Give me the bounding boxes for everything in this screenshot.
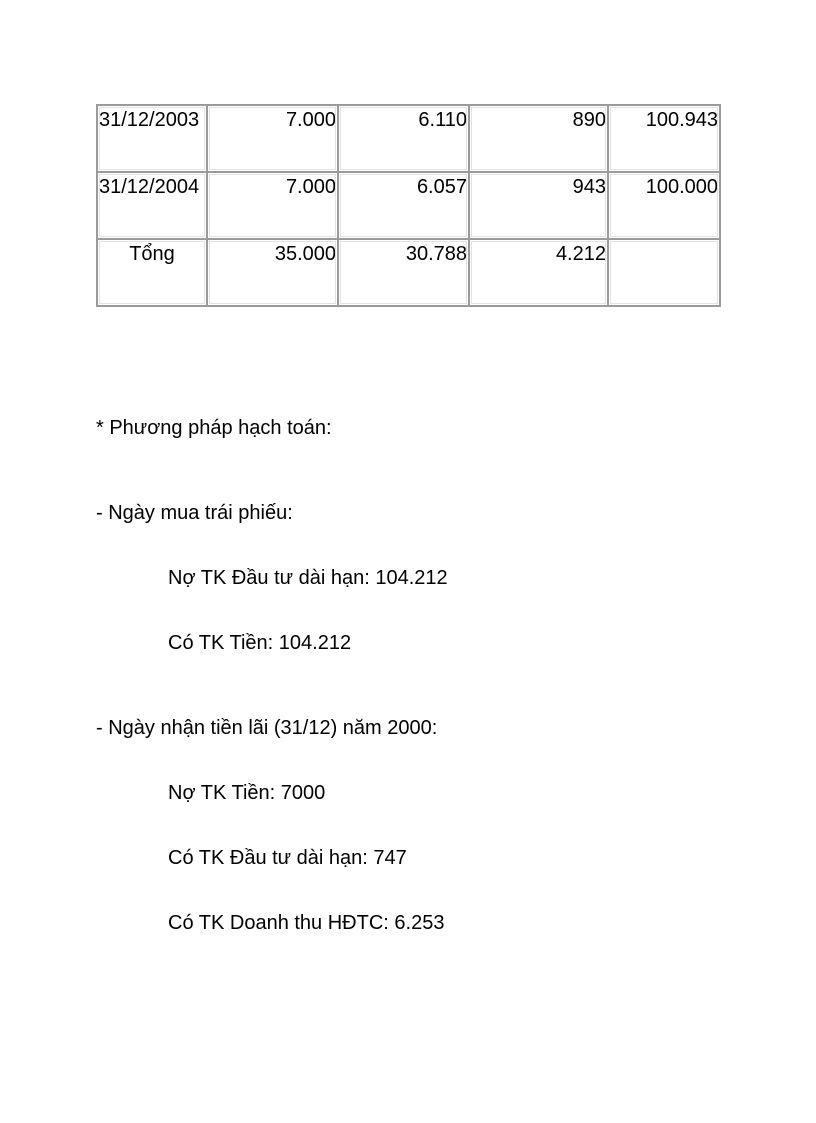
interest-debit-entry: Nợ TK Tiền: 7000: [168, 782, 326, 804]
interest-credit-entry-investment: Có TK Đầu tư dài hạn: 747: [168, 847, 407, 869]
table-cell: 7.000: [207, 105, 338, 172]
purchase-heading: - Ngày mua trái phiếu:: [96, 502, 293, 524]
interest-credit-entry-revenue: Có TK Doanh thu HĐTC: 6.253: [168, 912, 445, 934]
table-cell: [608, 239, 720, 306]
table-total-label: Tổng: [97, 239, 207, 306]
table-cell-date: 31/12/2003: [97, 105, 207, 172]
purchase-debit-entry: Nợ TK Đầu tư dài hạn: 104.212: [168, 567, 448, 589]
table-cell: 890: [469, 105, 608, 172]
table-cell: 6.110: [338, 105, 469, 172]
method-heading: * Phương pháp hạch toán:: [96, 417, 332, 439]
table-cell: 7.000: [207, 172, 338, 239]
table-cell: 35.000: [207, 239, 338, 306]
table-cell: 30.788: [338, 239, 469, 306]
table-row: [97, 172, 720, 239]
amortization-table-container: [96, 104, 721, 307]
table-cell: 6.057: [338, 172, 469, 239]
table-total-row: [97, 239, 720, 306]
table-cell: 100.000: [608, 172, 720, 239]
table-cell: 100.943: [608, 105, 720, 172]
amortization-table: [96, 104, 721, 307]
table-cell-date: 31/12/2004: [97, 172, 207, 239]
purchase-credit-entry: Có TK Tiền: 104.212: [168, 632, 352, 654]
interest-heading: - Ngày nhận tiền lãi (31/12) năm 2000:: [96, 717, 438, 739]
table-cell: 4.212: [469, 239, 608, 306]
table-row: [97, 105, 720, 172]
table-cell: 943: [469, 172, 608, 239]
